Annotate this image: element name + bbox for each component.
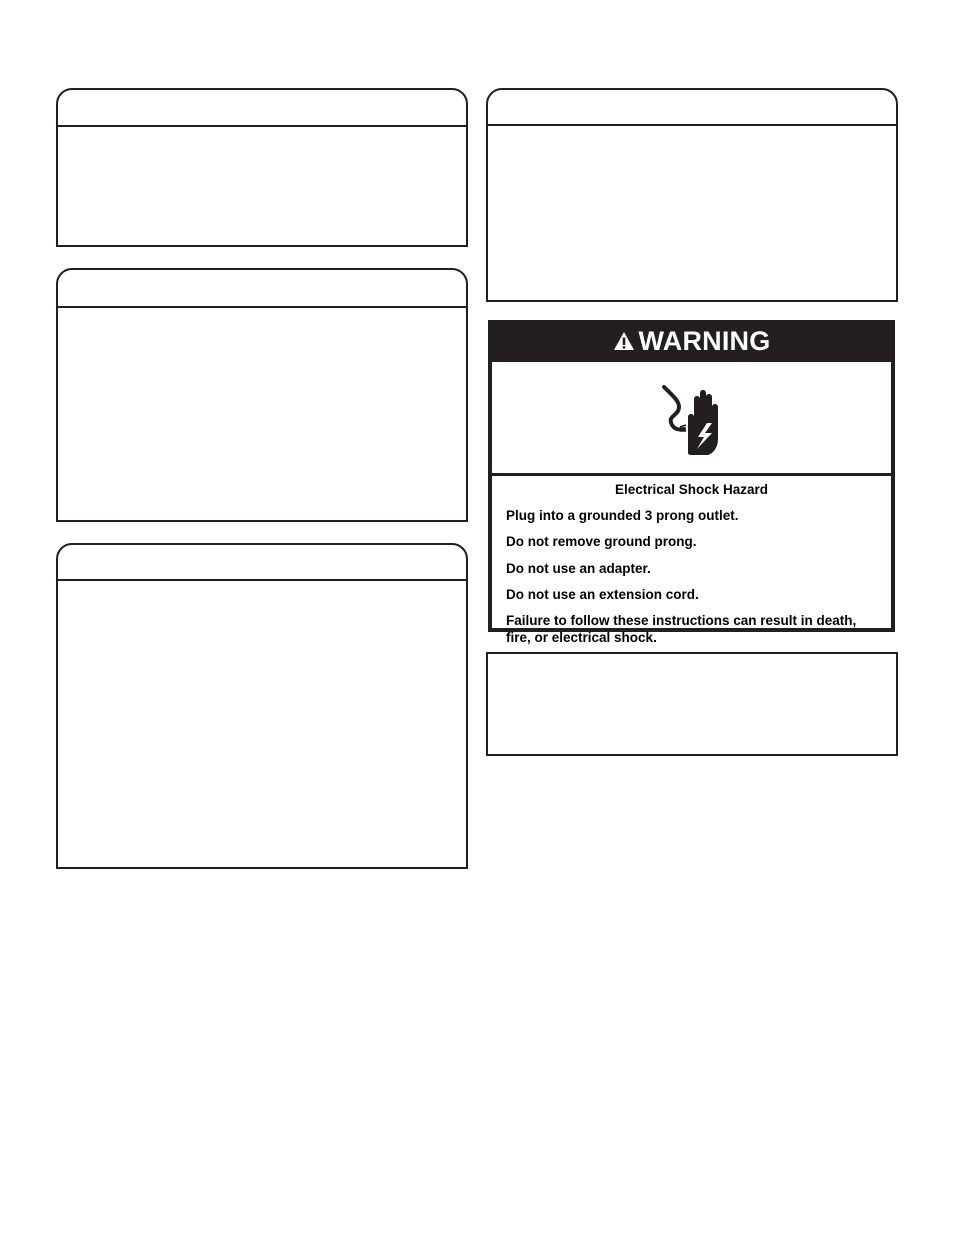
- hazard-text-area: [492, 476, 891, 645]
- alert-triangle-icon: [613, 331, 635, 351]
- tab-divider: [488, 124, 896, 126]
- consequence-statement: Failure to follow these instructions can result in death, fire, or electrical shock.: [506, 612, 857, 645]
- instruction-no-adapter: Do not use an adapter.: [506, 560, 651, 576]
- empty-tabbed-box-2: [56, 268, 468, 522]
- instruction-ground-prong: Do not remove ground prong.: [506, 534, 697, 550]
- empty-tabbed-box-1: [56, 88, 468, 247]
- instruction-no-extension-cord: Do not use an extension cord.: [506, 587, 699, 603]
- warning-title: WARNING: [638, 325, 771, 356]
- tab-divider: [58, 306, 466, 308]
- hazard-symbol-area: [492, 362, 891, 473]
- electric-shock-hand-icon: [652, 377, 732, 459]
- empty-tabbed-box-4: [486, 88, 898, 302]
- electrical-warning-panel: [488, 320, 895, 645]
- tab-divider: [58, 125, 466, 127]
- hazard-title: Electrical Shock Hazard: [614, 482, 769, 497]
- instruction-grounded-outlet: Plug into a grounded 3 prong outlet.: [506, 507, 739, 523]
- empty-tabbed-box-3: [56, 543, 468, 869]
- tab-divider: [58, 579, 466, 581]
- empty-plain-box: [486, 652, 898, 756]
- warning-header: [488, 320, 895, 362]
